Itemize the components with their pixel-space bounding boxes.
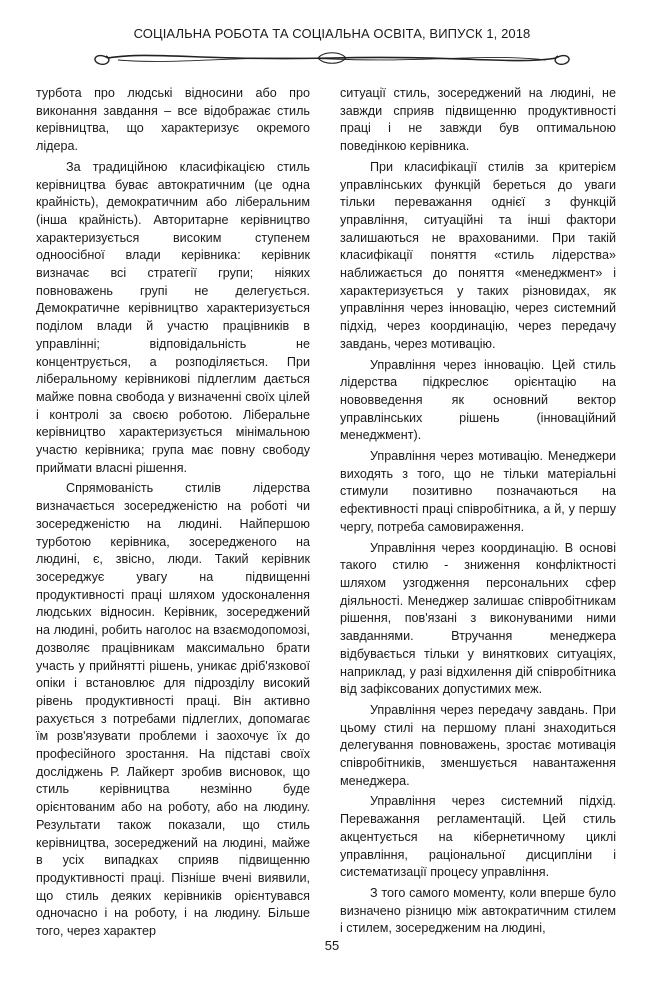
paragraph: При класифікації стилів за критерієм управлінських функцій береться до уваги тільки переважання однієї з функцій управління, ситуаційні та інші фактори залишаються не врахованими. При такій класифікації поняття «стиль лідерства» наближається до поняття «менеджмент» і характеризується у таких різновидах, як управління через інновацію, через системний підхід, через координацію, через передачу завдань, через мотивацію.	[340, 159, 616, 351]
paragraph: турбота про людські відносини або про виконання завдання – все відображає стиль керівництва, що характеризує окремого лідера.	[36, 86, 310, 154]
paragraph: Управління через інновацію. Цей стиль лідерства підкреслює орієнтацію на нововведення як основний вектор управлінських рішень (інноваційний менеджмент).	[340, 357, 616, 443]
paragraph: ситуації стиль, зосереджений на людині, не завжди сприяв підвищенню продуктивності праці і не завжди був оптимальною поведінкою керівника.	[340, 86, 616, 154]
paragraph: Управління через мотивацію. Менеджери виходять з того, що не тільки матеріальні стимули позитивно позначаються на ефективності праці співробітника, а й, у першу чергу, потреба самовираження.	[340, 449, 616, 534]
right-column	[340, 85, 616, 938]
left-column	[36, 85, 310, 941]
running-header: СОЦІАЛЬНА РОБОТА ТА СОЦІАЛЬНА ОСВІТА, ВИПУСК 1, 2018	[133, 26, 531, 41]
paragraph: Управління через системний підхід. Переважання регламентацій. Цей стиль акцентується на кібернетичному циклі управління, раціональної дисципліни і систематизації процесу управління.	[340, 794, 616, 880]
page-number: 55	[324, 938, 340, 953]
paragraph: Управління через передачу завдань. При цьому стилі на першому плані знаходиться делегування повноважень, зростає мотивація співробітників, зменшується навантаження менеджера.	[340, 702, 616, 788]
paragraph: Управління через координацію. В основі такого стилю - зниження конфліктності шляхом узгодження персональних сфер діяльності. Менеджер залишає співробітникам рішення, пов'язані з виконуваними ними завданнями. Втручання менеджера відбувається тільки у виняткових ситуаціях, наприклад, у разі відхилення дій співробітника від зафіксованих допустимих меж.	[340, 540, 616, 697]
ornament-divider-icon	[88, 47, 576, 69]
paragraph: З того самого моменту, коли вперше було визначено різницю між автократичним стилем і стилем, зосередженим на людині,	[340, 885, 616, 936]
paragraph: За традиційною класифікацією стиль керівництва буває автократичним (це одна крайність), демократичним або ліберальним (інша крайність). Авторитарне керівництво характеризується високим ступенем одноосібної влади керівника: керівник визначає всі стратегії групи; ніяких повноважень групі не делегується. Демократичне керівництво характеризується поділом влади й участю працівників в управлінні; відповідальність не концентрується, а розподіляється. При ліберальному керівникові підлеглим дається майже повна свобода у визначенні своїх цілей і контролі за своєю роботою. Ліберальне керівництво характеризується мінімальною участю керівника; група має повну свободу приймати власні рішення.	[36, 159, 310, 475]
paragraph: Спрямованість стилів лідерства визначається зосередженістю на роботі чи зосередженістю на людині. Найпершою турботою керівника, зосередженого на людині, є, звісно, люди. Такий керівник зосереджує увагу на підвищенні продуктивності праці шляхом удосконалення людських відносин. Керівник, зосереджений на людині, робить наголос на взаємодопомозі, дозволяє працівникам максимально брати участь у прийнятті рішень, уникає дріб'язкової опіки і встановлює для підрозділу високий рівень продуктивності праці. Він активно рахується з потребами підлеглих, допомагає їм розв'язувати проблеми і заохочує їх до професійного зростання. На підставі своїх досліджень Р. Лайкерт зробив висновок, що стиль керівництва незмінно буде орієнтованим або на роботу, або на людину. Результати також показали, що стиль керівництва, зосереджений на людині, майже в усіх випадках сприяв підвищенню продуктивності праці. Пізніше вчені виявили, що стиль деяких керівників орієнтувався одночасно і на роботу, і на людину. Більше того, через характер	[36, 481, 310, 939]
